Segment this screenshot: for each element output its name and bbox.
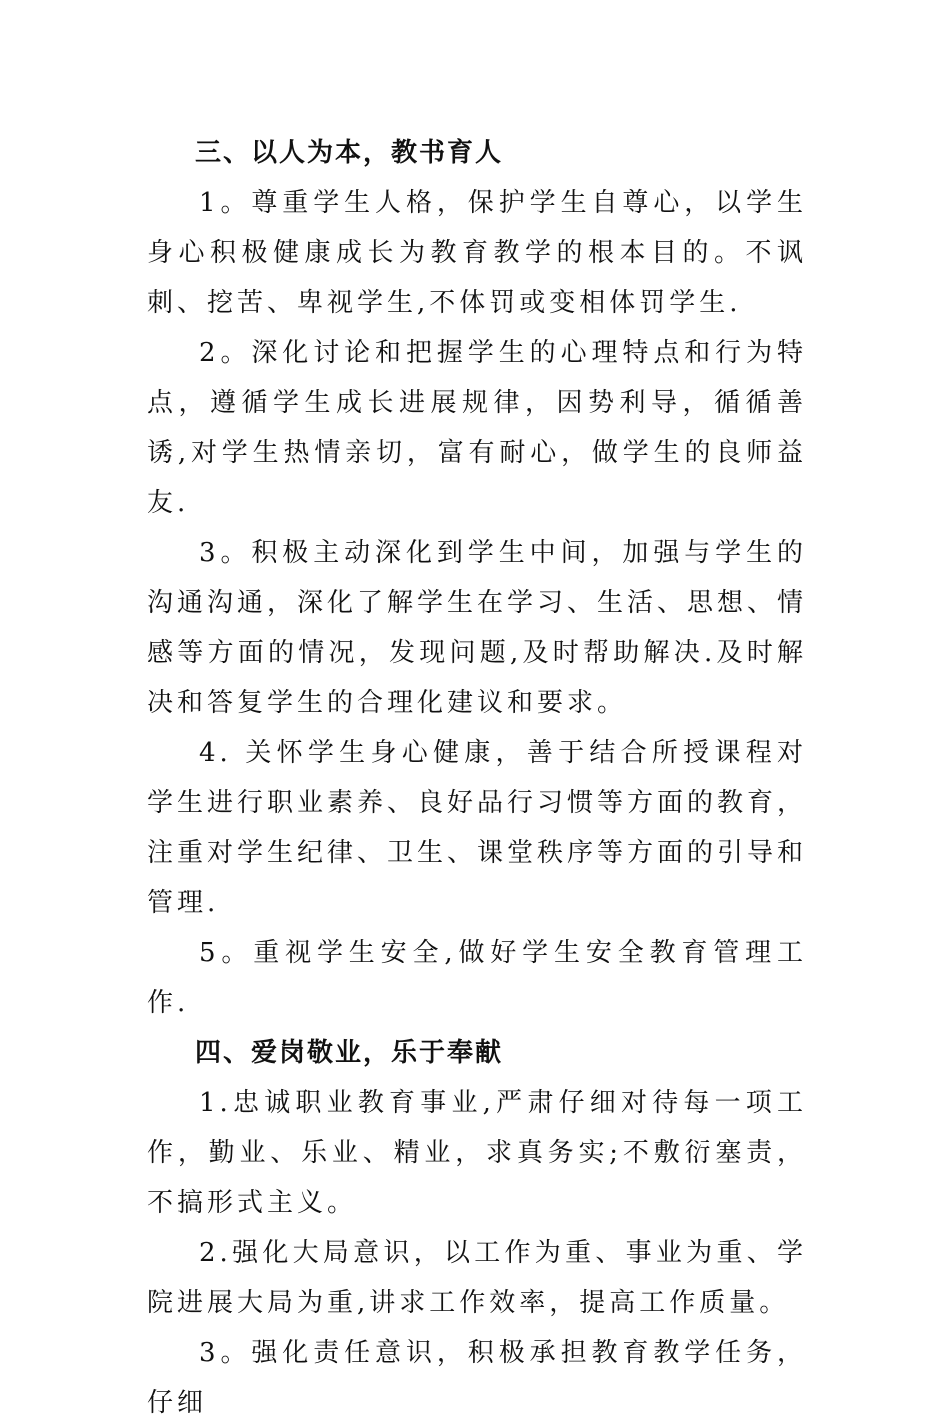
- section-heading-3: 三、以人为本，教书育人: [195, 138, 504, 168]
- paragraph-3-1: 1。尊重学生人格，保护学生自尊心，以学生身心积极健康成长为教育教学的根本目的。不讽刺、挖苦、卑视学生,不体罚或变相体罚学生.: [147, 188, 807, 318]
- paragraph-4-3: 3。强化责任意识，积极承担教育教学任务，仔细: [147, 1338, 807, 1418]
- paragraph-4-2: 2.强化大局意识，以工作为重、事业为重、学院进展大局为重,讲求工作效率，提高工作质量。: [147, 1238, 807, 1318]
- document-body: [147, 128, 807, 1428]
- section-heading-4: 四、爱岗敬业，乐于奉献: [195, 1038, 504, 1068]
- paragraph-3-5: 5。重视学生安全,做好学生安全教育管理工作.: [147, 938, 807, 1018]
- paragraph-4-1: 1.忠诚职业教育事业,严肃仔细对待每一项工作，勤业、乐业、精业，求真务实;不敷衍塞责，不搞形式主义。: [147, 1088, 807, 1218]
- paragraph-3-4: 4. 关怀学生身心健康，善于结合所授课程对学生进行职业素养、良好品行习惯等方面的教育，注重对学生纪律、卫生、课堂秩序等方面的引导和管理.: [147, 738, 808, 918]
- paragraph-3-2: 2。深化讨论和把握学生的心理特点和行为特点，遵循学生成长进展规律，因势利导，循循善诱,对学生热情亲切，富有耐心，做学生的良师益友.: [147, 338, 807, 518]
- paragraph-3-3: 3。积极主动深化到学生中间，加强与学生的沟通沟通，深化了解学生在学习、生活、思想、情感等方面的情况，发现问题,及时帮助解决.及时解决和答复学生的合理化建议和要求。: [147, 538, 808, 718]
